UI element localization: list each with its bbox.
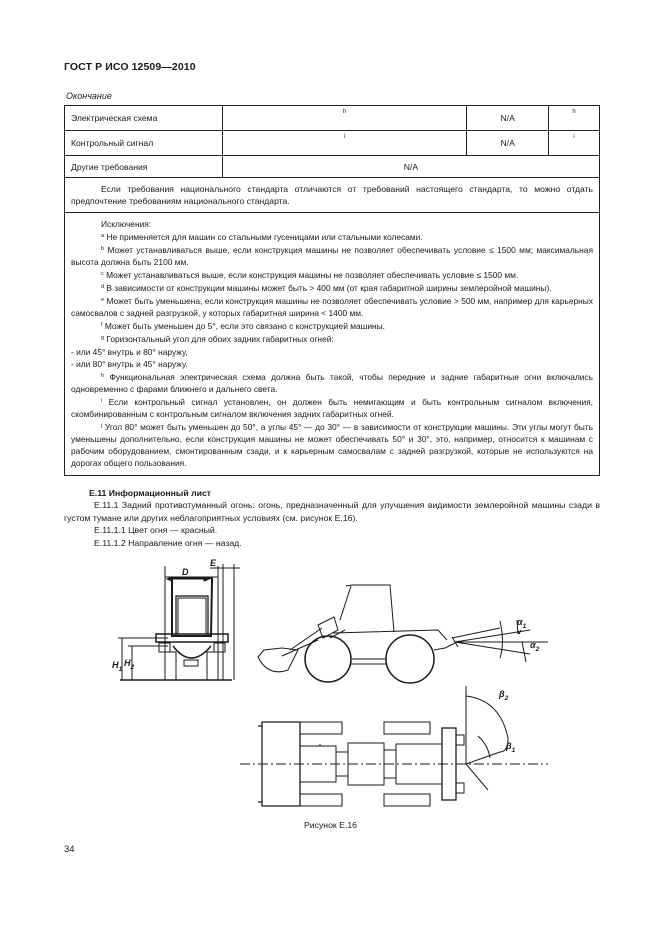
footnote-mark: a — [101, 232, 105, 239]
footnote — [71, 268, 593, 281]
side-view-drawing — [258, 585, 548, 683]
footnote-text: Может устанавливаться выше, если конструкция машины не позволяет обеспечивать условие ≤ 1500 мм. — [106, 269, 519, 280]
continuation-label: Окончание — [66, 91, 112, 101]
table-row — [65, 178, 600, 213]
paragraph: Е.11.1.2 Направление огня — назад. — [94, 537, 242, 548]
table-row — [65, 131, 600, 156]
footnote-text: В зависимости от конструкции машины может быть > 400 мм (от края габаритной ширины землеройной машины). — [106, 283, 552, 294]
footnote-text: Может устанавливаться выше, если конструкция машины не позволяет обеспечивать условие ≤ 1500 мм; максимальная высота должна быть 2100 мм. — [71, 244, 593, 267]
footnote-mark: g — [101, 335, 105, 342]
value-cell: N/A — [222, 156, 599, 178]
footnote-mark: j — [101, 423, 103, 430]
value-cell: N/A — [467, 106, 549, 131]
footnote-text: Если контрольный сигнал установлен, он должен быть немигающим и быть контрольным сигналом включения, скомбинированным с контрольным сигналом включения задних габаритных огней. — [71, 396, 594, 419]
footnote-line: - или 45° внутрь и 80° наружу, — [71, 346, 188, 357]
label-d: D — [182, 567, 189, 577]
label-beta1: $\beta_1$ — [506, 741, 516, 754]
table-row — [65, 212, 600, 476]
national-standard-note — [65, 178, 600, 213]
table-row — [65, 156, 600, 178]
label-beta2: $\beta_2$ — [499, 689, 509, 702]
footnote-text: Может быть уменьшен до 5°, если это связано с конструкцией машины. — [104, 321, 385, 332]
footnote-ref: h — [222, 106, 466, 131]
page-number: 34 — [64, 844, 75, 855]
footnote — [71, 420, 593, 469]
label-h2: $H_2$ — [124, 658, 135, 671]
footnote — [71, 281, 593, 294]
footnote-mark: h — [101, 372, 105, 379]
label-alpha2: $\alpha_2$ — [530, 640, 540, 653]
footnote-line: - или 80° внутрь и 45° наружу. — [71, 358, 188, 369]
footnote — [71, 243, 593, 268]
label-h1: $H_1$ — [112, 660, 123, 673]
footnote — [71, 319, 593, 332]
footnote-ref: i — [222, 131, 466, 156]
footnote-mark: b — [101, 245, 105, 252]
row-label: Контрольный сигнал — [65, 131, 223, 156]
paragraph: Е.11.1 Задний противотуманный огонь: огонь, предназначенный для улучшения видимости землеройной машины сзади в густом тумане или других неблагоприятных условиях (см. рисунок Е.16). — [64, 500, 600, 523]
label-alpha1: $\alpha_1$ — [517, 617, 527, 630]
value-cell: N/A — [467, 131, 549, 156]
top-view-drawing — [240, 686, 548, 806]
footnote-ref: h — [549, 106, 600, 131]
footnote — [71, 332, 593, 345]
requirements-table — [64, 105, 600, 476]
label-e: E — [210, 558, 217, 568]
footnote — [71, 230, 593, 243]
exceptions-title: Исключения: — [101, 218, 152, 229]
footnote — [71, 395, 593, 420]
footnote-text: Может быть уменьшена, если конструкция машины не позволяет обеспечивать условие > 500 мм, например для карьерных самосвалов с задней разгрузкой, у которых габаритная ширина < 1400 мм. — [71, 296, 593, 319]
footnote-mark: d — [101, 284, 105, 291]
footnote-text: Угол 80° может быть уменьшен до 50°, а углы 45° — до 30° — в зависимости от конструкции машины. Эти углы могут быть уменьшены дополнительно, если конструкция машины не может обеспечивать 50° и 30°, это, например, относится к машинам с рабочим оборудованием, смонтированным сзади, и к карьерным самосвалам с задней разгрузкой, которые не используются на дорогах общего пользования. — [71, 422, 593, 469]
footnote-mark: e — [101, 297, 105, 304]
section-title: Е.11 Информационный лист — [89, 488, 212, 498]
footnote — [71, 370, 593, 395]
exceptions-block — [65, 212, 600, 476]
row-label: Электрическая схема — [65, 106, 223, 131]
footnote-mark: f — [101, 322, 103, 329]
footnote — [71, 294, 593, 319]
figure-caption: Рисунок Е.16 — [303, 820, 358, 830]
footnote-text: Горизонтальный угол для обоих задних габаритных огней: — [106, 334, 334, 345]
paragraph: Е.11.1.1 Цвет огня — красный. — [94, 525, 218, 536]
table-row — [65, 106, 600, 131]
figure-e16 — [0, 552, 661, 812]
footnote-ref: i — [549, 131, 600, 156]
section-e11 — [64, 487, 600, 549]
footnote-mark: i — [101, 397, 103, 404]
footnote-text: Не применяется для машин со стальными гусеницами или стальными колесами. — [106, 231, 423, 242]
note-text: Если требования национального стандарта отличаются от требований настоящего стандарта, то можно отдать предпочтение требованиям национального стандарта. — [71, 184, 593, 207]
document-header: ГОСТ Р ИСО 12509—2010 — [64, 61, 196, 73]
rear-view-drawing — [118, 564, 240, 680]
footnote-text: Функциональная электрическая схема должна быть такой, чтобы передние и задние габаритные огни включались одновременно с фарами ближнего и дальнего света. — [71, 371, 593, 394]
footnote-mark: c — [101, 270, 104, 277]
row-label: Другие требования — [65, 156, 223, 178]
